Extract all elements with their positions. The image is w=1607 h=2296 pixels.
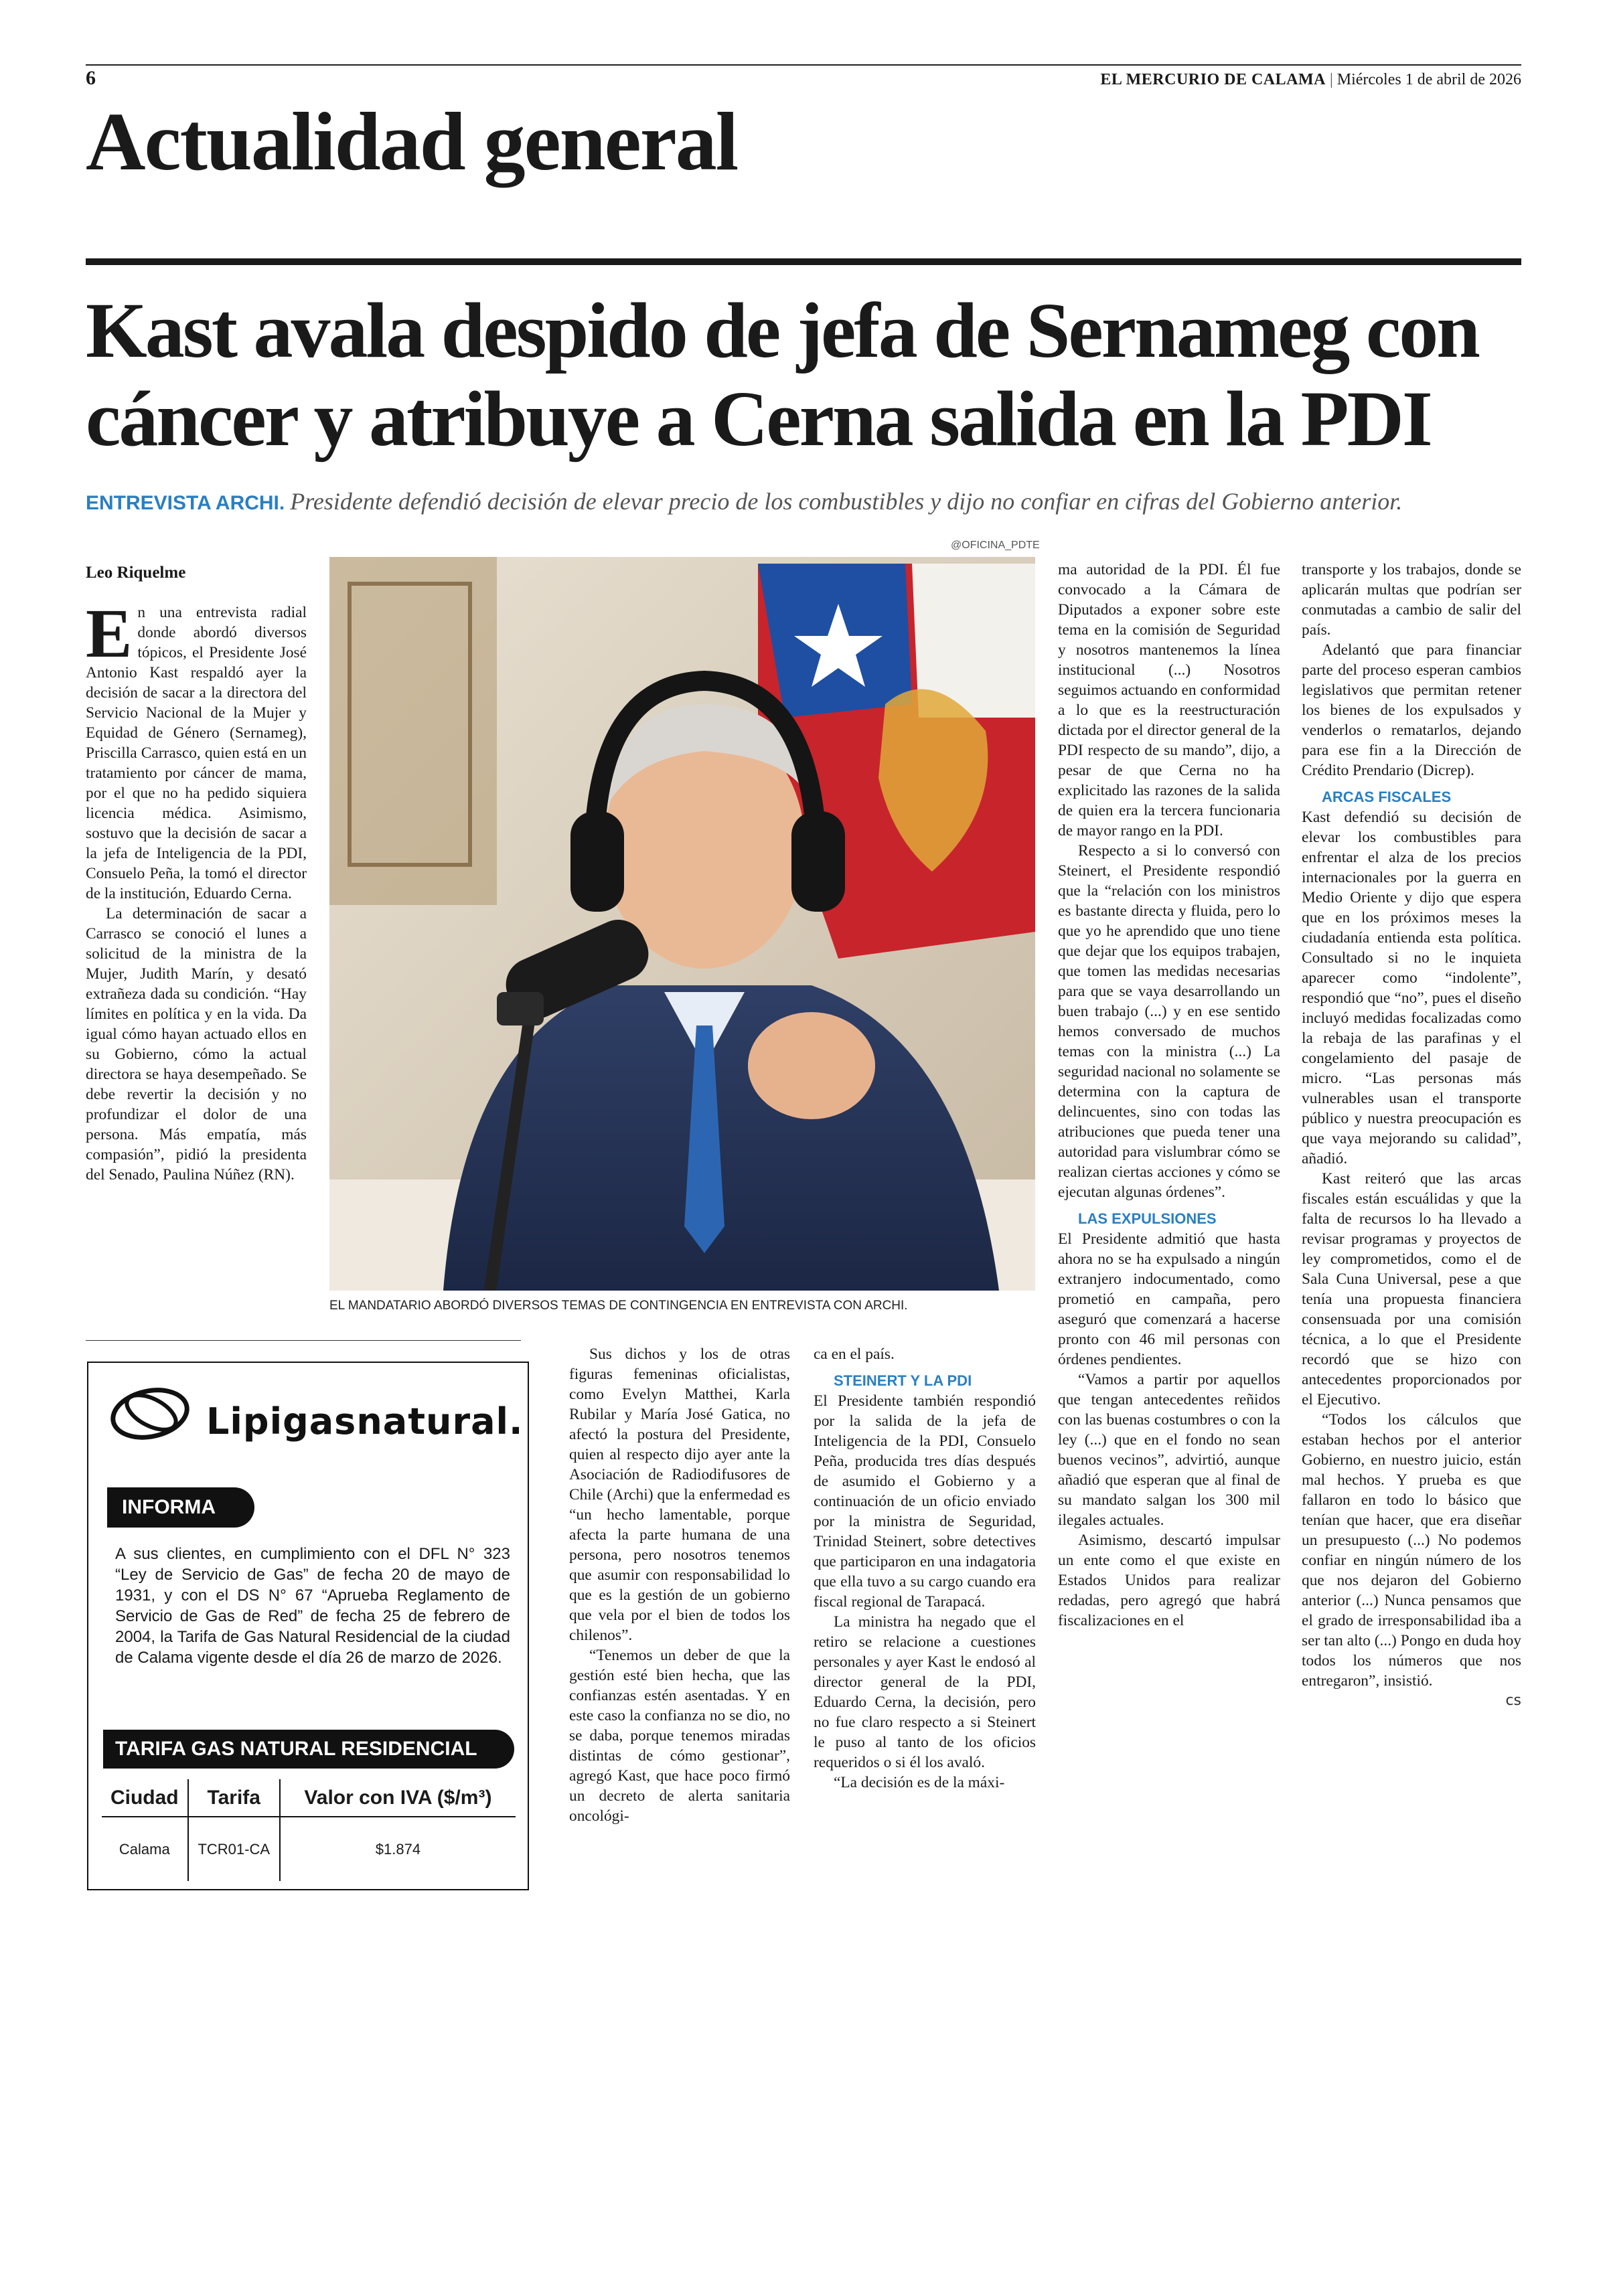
table-row <box>102 1817 516 1881</box>
section-rule <box>86 258 1521 265</box>
col4-paragraph-0: ma autoridad de la PDI. Él fue convocado a la Cámara de Diputados a exponer sobre este tema en la comisión de Seguridad y nosotros mantenemos la línea institucional (...) Nosotros seguimos actuando en conformidad a lo que es la reestructuración dictada por el director general de la PDI respecto de su mando”, dijo, a pesar de que Cerna no ha explicitado las razones de la salida de quien era la tercera funcionaria de mayor rango en la PDI. <box>1058 561 1280 839</box>
subhead-arcas-fiscales: ARCAS FISCALES <box>1322 789 1452 805</box>
table-header-tarifa: Tarifa <box>188 1779 280 1817</box>
col2-paragraph-2: “Tenemos un deber de que la gestión esté bien hecha, que las confianzas estén asentadas. Y en este caso la confianza no se dio, no se daba, porque tenemos miradas distintas de cómo gestionar”, agregó Kast, que hace poco firmó un decreto de alerta sanitaria oncológi- <box>569 1647 790 1825</box>
lipigas-advertisement <box>87 1362 529 1890</box>
article-column-3 <box>814 1344 1036 1793</box>
col4-paragraph-2: El Presidente admitió que hasta ahora no se ha expulsado a ningún extranjero indocumentado, como prometió en campaña, pero aseguró que comenzará a hacerse pronto con 46 mil personas con órdenes pendientes. <box>1058 1230 1280 1368</box>
col3-paragraph-0: ca en el país. <box>814 1345 895 1363</box>
ad-body-text: A sus clientes, en cumplimiento con el DFL N° 323 “Ley de Servicio de Gas” de fecha 20 de mayo de 1931, y con el DS N° 67 “Aprueba Reglamento de Servicio de Gas de Red” de fecha 25 de febrero de 2004, la Tarifa de Gas Natural Residencial de la ciudad de Calama vigente desde el día 26 de marzo de 2026. <box>115 1545 510 1667</box>
lipigas-swirl-icon <box>103 1379 204 1446</box>
president-radio-interview-illustration <box>329 557 1035 1291</box>
ad-divider <box>86 1340 521 1341</box>
col2-paragraph-1: Sus dichos y los de otras figuras femeninas oficialistas, como Evelyn Matthei, Karla Rubilar y María José Gatica, no afectó la postura del Presidente, quien al respecto dijo ayer ante la Asociación de Radiodifusores de Chile (Archi) que la enfermedad es “un hecho lamentable, porque afecta la parte humana de una persona, pero nosotros tenemos que asumir con responsabilidad lo que es la gestión de un gobierno que vela por el bien de todos los chilenos”. <box>569 1345 790 1644</box>
col4-paragraph-1: Respecto a si lo conversó con Steinert, el Presidente respondió que la “relación con los ministros es bastante directa y fluida, pero lo que yo he aprendido que uno tiene que dejar que los equipos trabajen, que tomen las medidas necesarias para que se vaya desarrollando un buen trabajo (...) y en ese sentido hemos conversado de muchos temas con la ministra (...) La seguridad nacional no solamente se determina con la captura de delincuentes, sino con todas las atribuciones que pueda tener una autoridad para vislumbrar cómo se realizan ciertas acciones y cómo se ejecutan algunas órdenes”. <box>1058 842 1280 1201</box>
col4-paragraph-4: Asimismo, descartó impulsar un ente como el que existe en Estados Unidos para realizar redadas, pero agregó que habrá fiscalizaciones en el <box>1058 1532 1280 1629</box>
ad-informa-label: INFORMA <box>107 1487 254 1528</box>
subhead-steinert: STEINERT Y LA PDI <box>834 1372 972 1389</box>
article-column-2 <box>569 1344 790 1826</box>
col1-paragraph-2: La determinación de sacar a Carrasco se conoció el lunes a solicitud de la ministra de la Mujer, Judith Marín, y desató extrañeza dada su condición. “Hay límites en política y en la vida. Da igual cómo hayan actuado ellos en su Gobierno, cómo la actual directora se haya desempeñado. Se debe revertir la decisión y no profundizar el dolor de una persona. Más empatía, más compasión”, pidió la presidenta del Senado, Paulina Núñez (RN). <box>86 905 307 1183</box>
col3-paragraph-1: El Presidente también respondió por la salida de la jefa de Inteligencia de la PDI, Consuelo Peña, producida tres días después de asumido el Gobierno y a continuación de un oficio enviado por la ministra de Seguridad, Trinidad Steinert, sobre detectives que participaron en una indagatoria que ella tuvo a su cargo cuando era fiscal regional de Tarapacá. <box>814 1392 1036 1611</box>
col5-paragraph-2: Kast defendió su decisión de elevar los combustibles para enfrentar el alza de los precios internacionales por la guerra en Medio Oriente y dijo que espera que en los próximos meses la ciudadanía entienda esta política. Consultado si no le inquieta aparecer como “indolente”, respondió que “no”, pues el diseño incluyó medidas focalizadas como la rebaja de las parafinas y el congelamiento del pasaje de micro. “Las personas más vulnerables usan el transporte público y nuestra preocupación es que vaya mejorando su calidad”, añadió. <box>1302 809 1521 1167</box>
article-deck <box>86 487 1521 515</box>
article-column-5 <box>1302 560 1521 1711</box>
lipigas-brand: Lipigasnatural. <box>206 1400 524 1443</box>
tarifa-table <box>102 1779 516 1881</box>
col4-paragraph-3: “Vamos a partir por aquellos que tengan antecedentes reñidos con las buenas costumbres o con la ley (...) que en el fondo no sean buenos vecinos”, advirtió, aunque añadió que esperan que al final de su mandato salgan los 300 mil ilegales actuales. <box>1058 1371 1280 1529</box>
table-header-valor: Valor con IVA ($/m³) <box>280 1779 516 1817</box>
drop-cap: E <box>86 595 133 672</box>
article-column-4 <box>1058 560 1280 1631</box>
table-cell-ciudad: Calama <box>119 1840 170 1858</box>
subhead-expulsiones: LAS EXPULSIONES <box>1078 1210 1217 1227</box>
article-headline: Kast avala despido de jefa de Sernameg con cáncer y atribuye a Cerna salida en la PDI <box>86 286 1478 463</box>
table-cell-tarifa: TCR01-CA <box>188 1817 280 1881</box>
top-rule <box>86 64 1521 66</box>
col5-paragraph-1: Adelantó que para financiar parte del proceso esperan cambios legislativos que permitan retener los bienes de los expulsados y venderlos o rematarlos, dejando para ese fin a la Dirección de Crédito Prendario (Dicrep). <box>1302 641 1521 779</box>
deck-kicker: ENTREVISTA ARCHI. <box>86 492 285 514</box>
article-column-1 <box>86 595 307 1185</box>
col3-paragraph-2: La ministra ha negado que el retiro se relacione a cuestiones personales y ayer Kast le endosó al director general de la PDI, Eduardo Cerna, la decisión, pero no fue claro respecto a si Steinert le puso al tanto de los oficios requeridos o si él los avaló. <box>814 1613 1036 1771</box>
col5-paragraph-3: Kast reiteró que las arcas fiscales están escuálidas y que la falta de recursos lo ha llevado a revisar programas y proyectos de ley comprometidos, como el de Sala Cuna Universal, pese a que tenía una propuesta financiera consensuada por una comisión técnica, a lo que el Presidente recordó que se hizo con antecedentes proporcionados por el Ejecutivo. <box>1302 1170 1521 1408</box>
masthead: EL MERCURIO DE CALAMA | Miércoles 1 de abril de 2026 <box>1100 71 1521 88</box>
section-title: Actualidad general <box>86 96 738 187</box>
photo-caption: EL MANDATARIO ABORDÓ DIVERSOS TEMAS DE CONTINGENCIA EN ENTREVISTA CON ARCHI. <box>329 1299 908 1313</box>
col5-paragraph-0: transporte y los trabajos, donde se aplicarán multas que podrían ser conmutadas a cambio de salir del país. <box>1302 561 1521 639</box>
ad-tarifa-title: TARIFA GAS NATURAL RESIDENCIAL <box>103 1730 514 1769</box>
end-mark: cs <box>1505 1692 1521 1709</box>
publication-name: EL MERCURIO DE CALAMA <box>1100 71 1326 88</box>
col5-paragraph-4: “Todos los cálculos que estaban hechos por el anterior Gobierno, en nuestro juicio, están mal hechos. Y prueba es que fallaron en todo lo básico que tenían que hacer, que era diseñar un presupuesto (...) No podemos confiar en ningún número de los que nos dejaron del Gobierno anterior (...) Nunca pensamos que el grado de irresponsabilidad iba a ser tan alto (...) Pongo en duda hoy todos los números que nos entregaron”, insistió. <box>1302 1411 1521 1690</box>
issue-date: Miércoles 1 de abril de 2026 <box>1336 71 1521 88</box>
page-number: 6 <box>86 67 96 89</box>
article-photo <box>329 557 1035 1291</box>
table-cell-valor: $1.874 <box>280 1817 516 1881</box>
photo-credit: @OFICINA_PDTE <box>951 540 1040 551</box>
col3-paragraph-3: “La decisión es de la máxi- <box>834 1774 1005 1791</box>
table-header-ciudad: Ciudad <box>102 1779 188 1817</box>
deck-text: Presidente defendió decisión de elevar precio de los combustibles y dijo no confiar en cifras del Gobierno anterior. <box>290 488 1403 515</box>
byline: Leo Riquelme <box>86 564 186 582</box>
col1-paragraph-1: n una entrevista radial donde abordó diversos tópicos, el Presidente José Antonio Kast respaldó ayer la decisión de sacar a la directora del Servicio Nacional de la Mujer y Equidad de Género (Sernameg), Priscilla Carrasco, quien está en un tratamiento por cáncer de mama, por el que no ha pedido siquiera licencia médica. Asimismo, sostuvo que la decisión de sacar a la jefa de Inteligencia de la PDI, Consuelo Peña, la tomó el director de la institución, Eduardo Cerna. <box>86 604 307 902</box>
